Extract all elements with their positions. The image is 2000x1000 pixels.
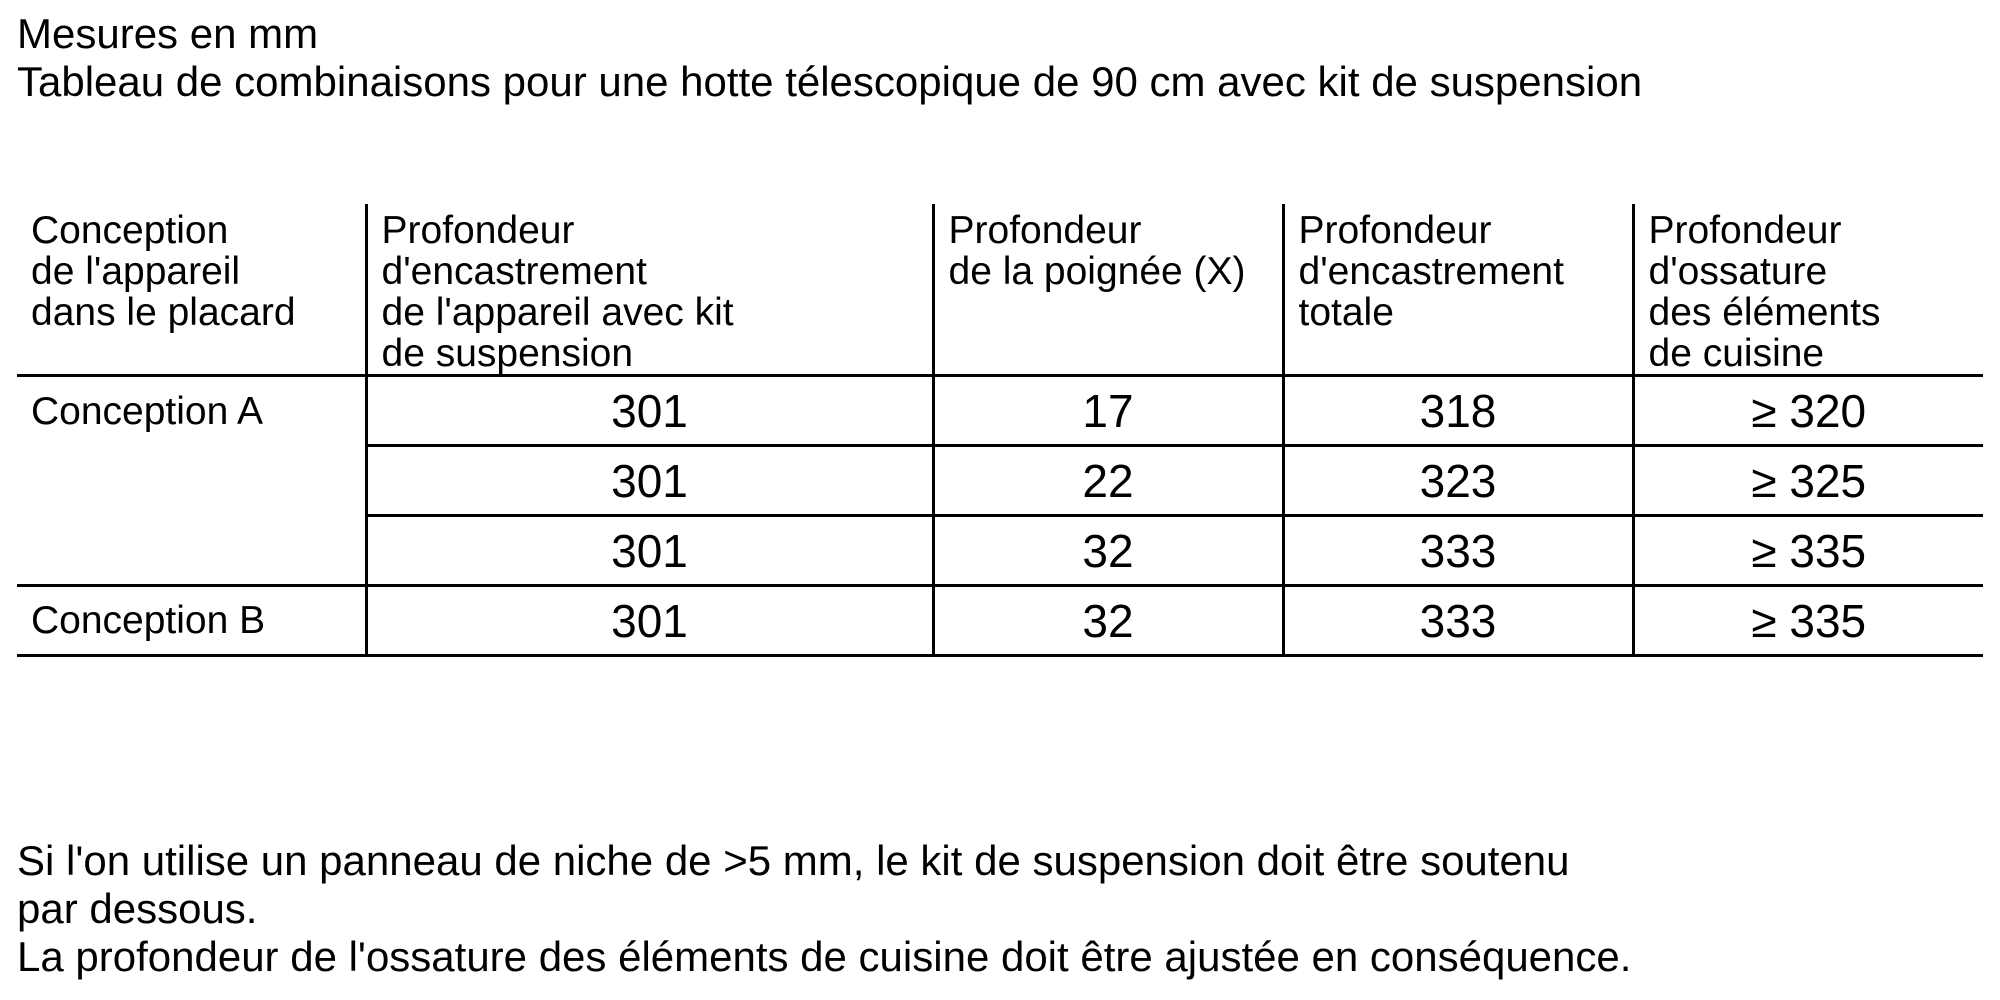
note-line: Si l'on utilise un panneau de niche de >5 mm, le kit de suspension doit être soutenu xyxy=(17,837,1570,884)
document-header xyxy=(17,10,1642,106)
column-header-total-depth xyxy=(1283,204,1633,376)
header-text: Profondeur xyxy=(948,209,1142,252)
note-line: La profondeur de l'ossature des éléments de cuisine doit être ajustée en conséquence. xyxy=(17,933,1632,980)
installation-notes xyxy=(17,837,1631,981)
table-row xyxy=(17,586,1983,656)
header-text: Conception xyxy=(31,209,229,252)
column-header-conception xyxy=(17,204,366,376)
header-text: de la poignée (X) xyxy=(948,250,1246,293)
column-header-installation-depth-with-kit xyxy=(366,204,933,376)
header-text: de suspension xyxy=(381,332,634,375)
header-text: dans le placard xyxy=(31,291,296,334)
note-line: par dessous. xyxy=(17,885,258,932)
header-text: Profondeur xyxy=(1648,209,1842,252)
table-row xyxy=(17,376,1983,446)
combination-table xyxy=(17,204,1983,657)
header-text: de cuisine xyxy=(1648,332,1825,375)
header-text: d'ossature xyxy=(1648,250,1828,293)
table-header-row xyxy=(17,204,1983,376)
units-note: Mesures en mm xyxy=(17,10,319,57)
header-text: de l'appareil avec kit xyxy=(381,291,734,334)
table-cell: 17 xyxy=(933,376,1283,446)
table-cell: 318 xyxy=(1283,376,1633,446)
header-text: de l'appareil xyxy=(31,250,241,293)
table-cell: 301 xyxy=(366,376,933,446)
table-title: Tableau de combinaisons pour une hotte télescopique de 90 cm avec kit de suspension xyxy=(17,58,1643,105)
table-cell: 32 xyxy=(933,516,1283,586)
header-text: d'encastrement xyxy=(381,250,647,293)
header-text: Profondeur xyxy=(1298,209,1492,252)
table-cell: 333 xyxy=(1283,586,1633,656)
table-cell: ≥ 325 xyxy=(1633,446,1983,516)
table-cell: ≥ 335 xyxy=(1633,516,1983,586)
table-cell: 301 xyxy=(366,446,933,516)
header-text: totale xyxy=(1298,291,1394,334)
header-text: d'encastrement xyxy=(1298,250,1564,293)
column-header-cabinet-depth xyxy=(1633,204,1983,376)
table-cell: 333 xyxy=(1283,516,1633,586)
table-cell: ≥ 320 xyxy=(1633,376,1983,446)
table-cell: 301 xyxy=(366,586,933,656)
table-cell: 323 xyxy=(1283,446,1633,516)
combination-table-container xyxy=(17,204,1983,657)
header-text: Profondeur xyxy=(381,209,575,252)
table-cell: 301 xyxy=(366,516,933,586)
header-text: des éléments xyxy=(1648,291,1881,334)
table-cell: 22 xyxy=(933,446,1283,516)
table-cell: ≥ 335 xyxy=(1633,586,1983,656)
column-header-handle-depth xyxy=(933,204,1283,376)
table-cell: 32 xyxy=(933,586,1283,656)
group-label-conception-b: Conception B xyxy=(17,586,366,656)
group-label-conception-a: Conception A xyxy=(17,376,366,586)
